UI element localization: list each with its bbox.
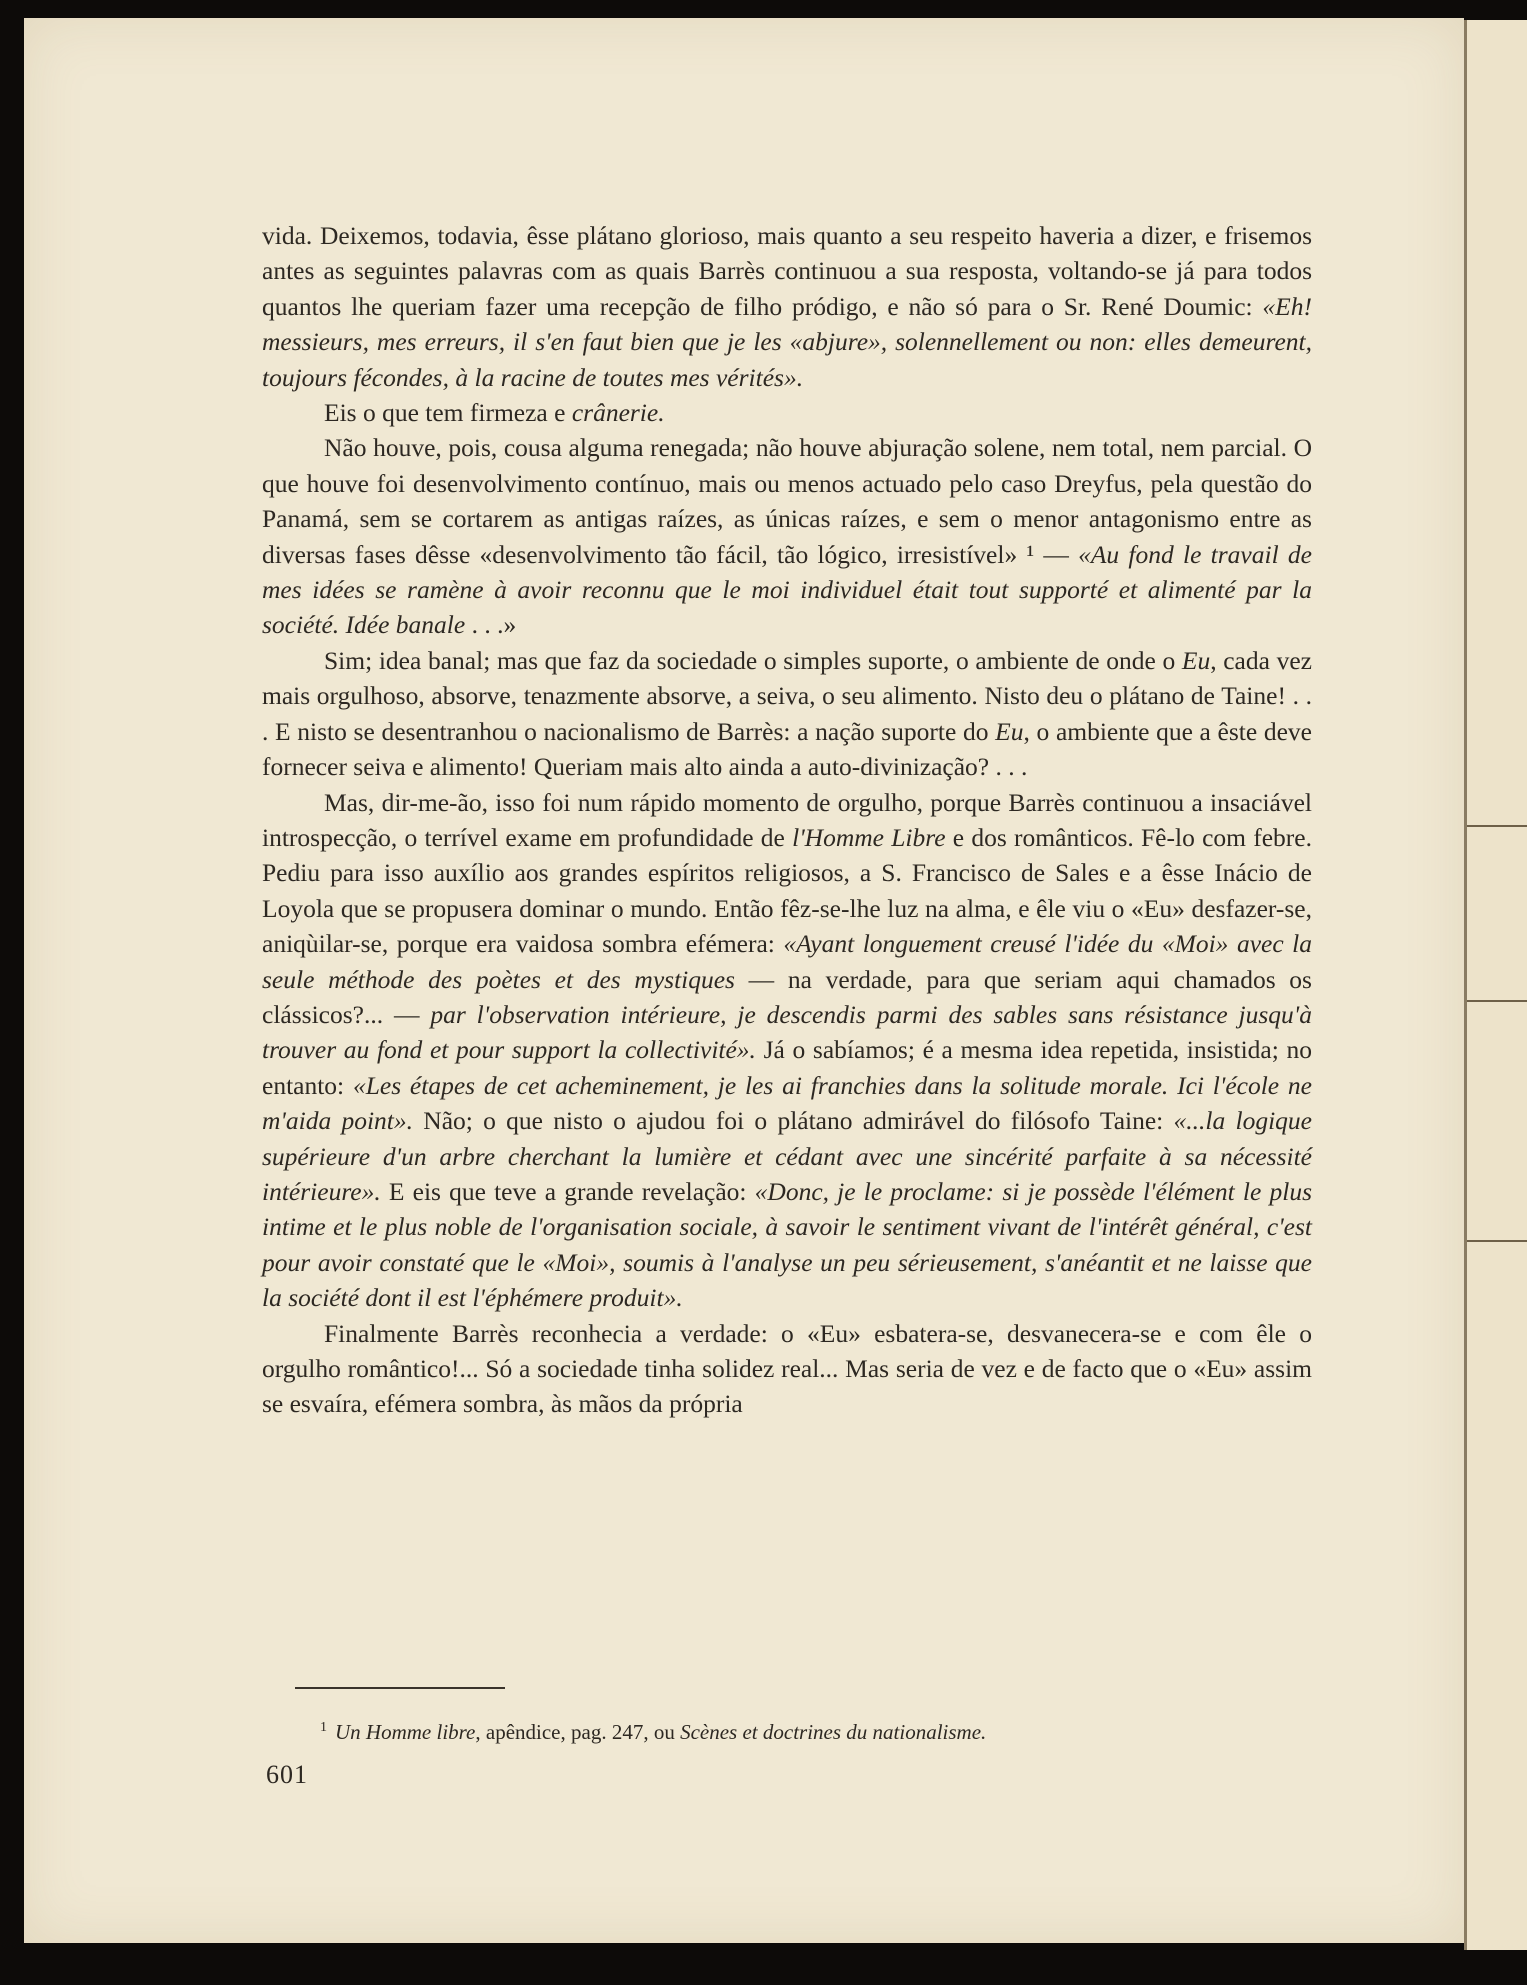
- text-run: Finalmente Barrès reconhecia a verdade: o «Eu» esbatera-se, desvanecera-se e com êle o orgulho romântico!... Só a sociedade tinha solidez real... Mas seria de vez e de facto que o «Eu» assim se esvaíra, efémera sombra, às mãos da própria: [262, 1318, 1312, 1419]
- body-text: [262, 218, 1312, 1422]
- adjacent-page-edge: [1464, 20, 1527, 1950]
- text-run: vida. Deixemos, todavia, êsse plátano glorioso, mais quanto a seu respeito haveria a dizer, e frisemos antes as seguintes palavras com as quais Barrès continuou a sua resposta, voltando-se já para todos quantos lhe queriam fazer uma recepção de filho pródigo, e não só para o Sr. René Doumic:: [262, 221, 1312, 321]
- text-run: . . .»: [465, 610, 517, 640]
- text-run: Mas, dir-me-ão, isso foi num rápido momento de orgulho, porque Barrès continuou a insaciável introspecção, o terrível exame em profundidade de: [262, 787, 1312, 852]
- italic-run: par l'observation intérieure, je descendis parmi des sables sans résistance jusqu'à trouver au fond et pour support la collectivité».: [262, 999, 1312, 1065]
- page-number: 601: [266, 1760, 308, 1789]
- text-run: Eis o que tem firmeza e: [324, 398, 572, 428]
- italic-run: «Au fond le travail de mes idées se ramène à avoir reconnu que le moi individuel était tout supporté et alimenté par la société. Idée banale: [262, 539, 1312, 640]
- body-paragraph: [262, 430, 1312, 642]
- text-run: E eis que teve a grande revelação:: [380, 1176, 755, 1206]
- footnote-title-2: Scènes et doctrines du nationalisme.: [680, 1720, 987, 1744]
- body-paragraph: [262, 1316, 1312, 1422]
- footnote-middle: , apêndice, pag. 247, ou: [475, 1720, 681, 1744]
- footnote-title-1: Un Homme libre: [335, 1720, 476, 1744]
- text-run: Não; o que nisto o ajudou foi o plátano admirável do filósofo Taine:: [413, 1106, 1174, 1136]
- page-edge-mark: [1467, 825, 1527, 827]
- footnote: [320, 1720, 1280, 1745]
- italic-run: crânerie.: [571, 398, 665, 428]
- italic-run: «Eh! messieurs, mes erreurs, il s'en faut bien que je les «abjure», solennellement ou non: elles demeurent, toujours fécondes, à la racine de toutes mes vérités».: [262, 291, 1312, 392]
- italic-run: «Donc, je le proclame: si je possède l'élément le plus intime et le plus noble de l'organisation sociale, à savoir le sentiment vivant de l'intérêt général, c'est pour avoir constaté que le «Moi», soumis à l'analyse un peu sérieusement, s'anéantit et ne laisse que la société dont il est l'éphémere produit».: [262, 1176, 1312, 1313]
- footnote-marker: 1: [320, 1720, 327, 1735]
- body-paragraph: [262, 785, 1312, 1316]
- body-paragraph: [262, 395, 1312, 430]
- body-paragraph: [262, 643, 1312, 785]
- italic-run: «...la logique supérieure d'un arbre cherchant la lumière et cédant avec une sincérité parfaite à sa nécessité intérieure».: [262, 1106, 1313, 1206]
- italic-run: l'Homme Libre: [792, 822, 946, 852]
- text-run: , o ambiente que a êste deve fornecer seiva e alimento! Queriam mais alto ainda a auto-divinização? . . .: [262, 716, 1312, 782]
- text-run: Sim; idea banal; mas que faz da sociedade o simples suporte, o ambiente de onde o: [324, 645, 1182, 675]
- text-run: — na verdade, para que seriam aqui chamados os clássicos?... —: [262, 964, 1312, 1029]
- text-run: , cada vez mais orgulhoso, absorve, tenazmente absorve, a seiva, o seu alimento. Nisto deu o plátano de Taine! . . . E nisto se desentranhou o nacionalismo de Barrès: a nação suporte do: [262, 645, 1312, 746]
- text-run: Já o sabíamos; é a mesma idea repetida, insistida; no entanto:: [262, 1035, 1312, 1100]
- italic-run: «Ayant longuement creusé l'idée du «Moi» avec la seule méthode des poètes et des mystiques: [262, 929, 1312, 994]
- italic-run: Eu: [1181, 645, 1211, 675]
- italic-run: «Les étapes de cet acheminement, je les ai franchies dans la solitude morale. Ici l'école ne m'aida point».: [262, 1070, 1312, 1136]
- footnote-rule: [295, 1687, 505, 1689]
- text-run: Não houve, pois, cousa alguma renegada; não houve abjuração solene, nem total, nem parcial. O que houve foi desenvolvimento contínuo, mais ou menos actuado pelo caso Dreyfus, pela questão do Panamá, sem se cortarem as antigas raízes, as únicas raízes, e sem o menor antagonismo entre as diversas fases dêsse «desenvolvimento tão fácil, tão lógico, irresistível» ¹ —: [262, 433, 1312, 569]
- page-edge-mark: [1467, 1000, 1527, 1002]
- text-run: e dos românticos. Fê-lo com febre. Pediu para isso auxílio aos grandes espíritos religiosos, a S. Francisco de Sales e a êsse Inácio de Loyola que se propusera dominar o mundo. Então fêz-se-lhe luz na alma, e êle viu o «Eu» desfazer-se, aniqùilar-se, porque era vaidosa sombra efémera:: [262, 822, 1312, 959]
- italic-run: Eu: [995, 716, 1024, 746]
- body-paragraph: [262, 218, 1312, 395]
- page-edge-mark: [1467, 1240, 1527, 1242]
